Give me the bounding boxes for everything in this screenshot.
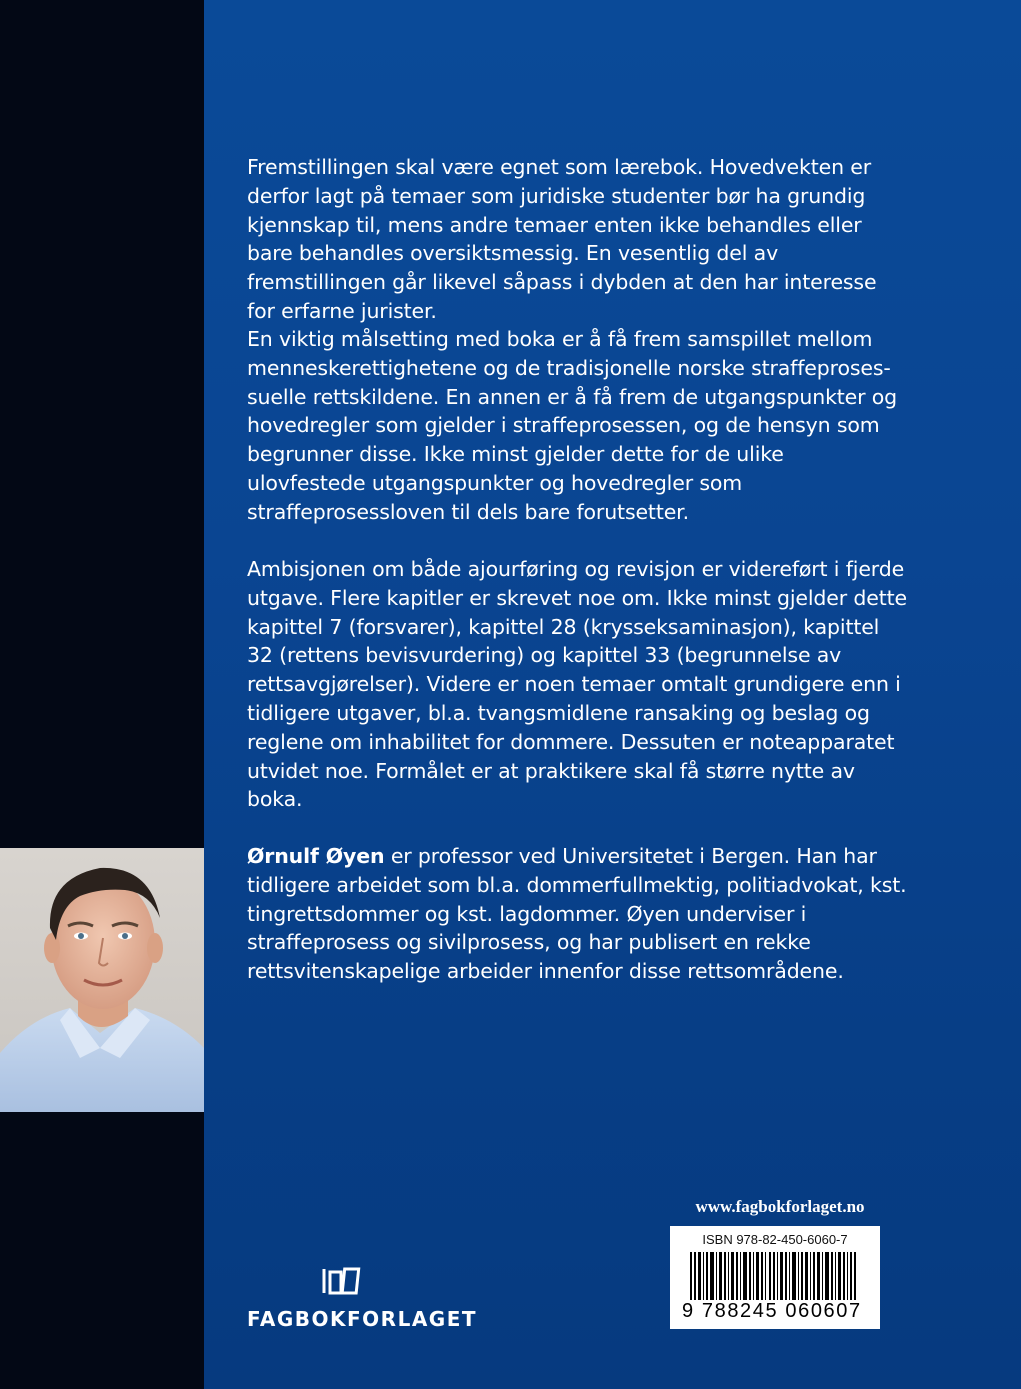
- paragraph-text: Ambisjonen om både ajourføring og revisjon er videreført i fjerde utgave. Flere kapitler er skrevet noe om. Ikke minst gjelder dette kapittel 7 (forsvarer), kapittel 28 (krysseksaminasjon), kapittel 32 (rettens bevisvurdering) og kapittel 33 (begrunnelse av rettsavgjørelser). Videre er noen temaer omtalt grundigere enn i tidligere utgaver, bl.a. tvangsmidlene ransaking og beslag og reglene om inhabilitet for dommere. Dessuten er noteapparatet utvidet noe. Formålet er at praktikere skal få større nytte av boka.: [247, 557, 907, 812]
- author-portrait-image: [0, 848, 204, 1112]
- description-paragraph-3: [247, 555, 907, 814]
- paragraph-text: En viktig målsetting med boka er å få frem samspillet mellom menneskerettighetene og de tradisjonelle norske straffeprosessuelle rettskildene. En annen er å få frem de utgangspunkter og hovedregler som gjelder i straffeprosessen, og de hensyn som begrunner disse. Ikke minst gjelder dette for de ulike ulovfestede utgangspunkter og hovedregler som straffeprosessloven til dels bare forutsetter.: [247, 327, 898, 524]
- author-bio: [247, 842, 907, 986]
- publisher-url[interactable]: www.fagbokforlaget.no: [695, 1197, 865, 1216]
- barcode-label: [670, 1226, 880, 1329]
- publisher-name: FAGBOKFORLAGET: [247, 1307, 478, 1331]
- publisher-logo: [247, 1266, 478, 1336]
- description-paragraph-1: [247, 153, 907, 326]
- book-spine: [0, 0, 204, 1389]
- isbn-text: ISBN 978-82-450-6060-7: [702, 1232, 848, 1247]
- book-stack-icon: [321, 1266, 363, 1296]
- author-photo: [0, 848, 204, 1112]
- description-paragraph-2: [247, 325, 907, 527]
- paragraph-text: Fremstillingen skal være egnet som lærebok. Hovedvekten er derfor lagt på temaer som juridiske studenter bør ha grundig kjennskap til, mens andre temaer enten ikke behandles eller bare behandles oversiktsmessig. En vesentlig del av fremstillingen går likevel såpass i dybden at den har interesse for erfarne jurister.: [247, 155, 877, 323]
- barcode-digits: 9 788245 060607: [682, 1300, 862, 1322]
- author-name: Ørnulf Øyen: [247, 844, 385, 868]
- author-bio-text: er professor ved Universitetet i Bergen. Han har tidligere arbeidet som bl.a. dommerfullmektig, politiadvokat, kst. tingrettsdommer og kst. lagdommer. Øyen underviser i straffeprosess og sivilprosess, og har publisert en rekke rettsvitenskapelige arbeider innenfor disse rettsområdene.: [247, 844, 907, 984]
